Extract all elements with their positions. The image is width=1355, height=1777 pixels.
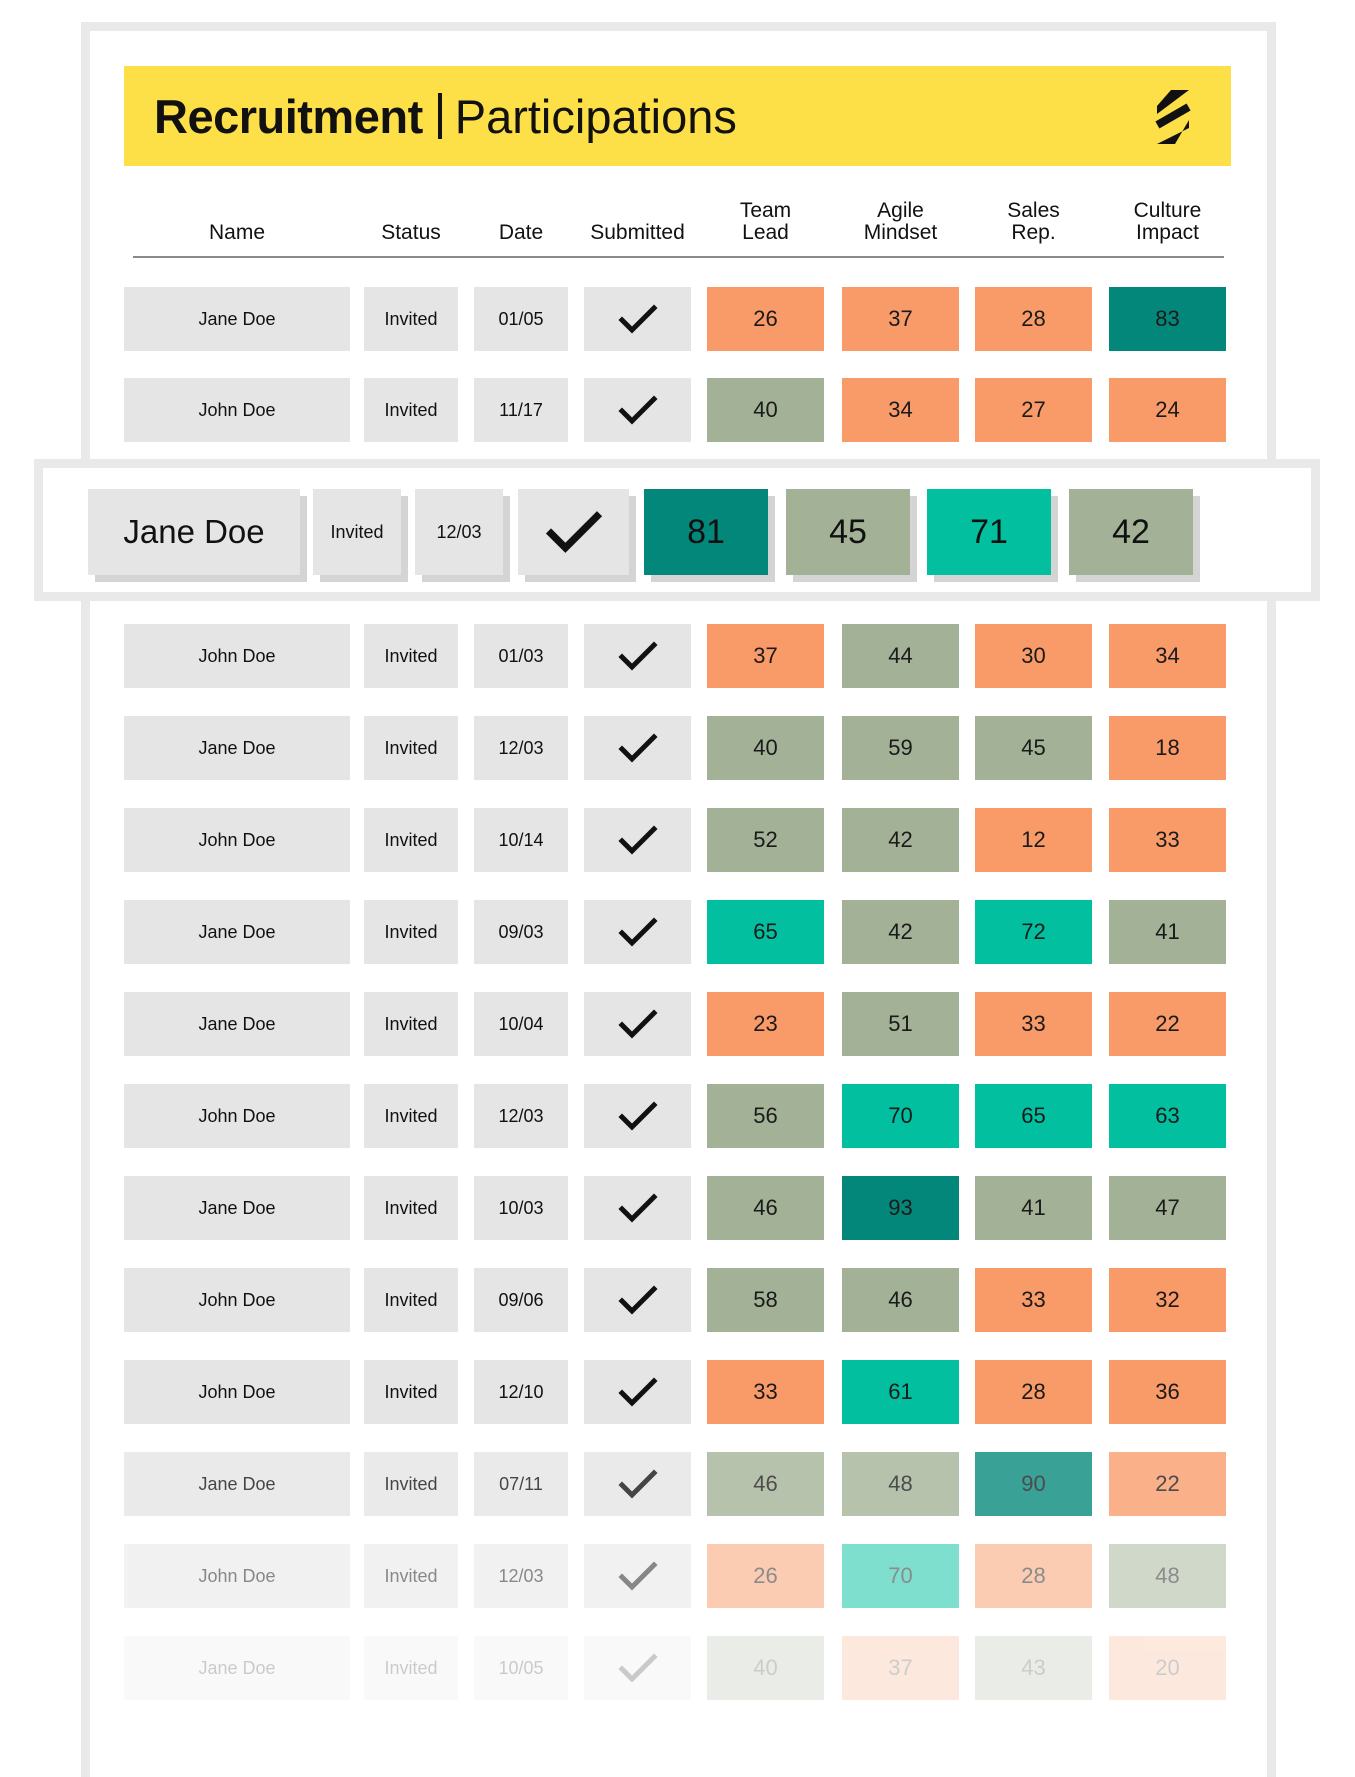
score-agile-mindset: 61 xyxy=(842,1360,959,1424)
check-icon xyxy=(618,640,658,672)
score-agile-mindset: 42 xyxy=(842,808,959,872)
cell-name: Jane Doe xyxy=(124,1176,350,1240)
score-team-lead: 40 xyxy=(707,716,824,780)
score-agile-mindset: 70 xyxy=(842,1544,959,1608)
report-header xyxy=(124,66,1231,166)
score-agile-mindset: 44 xyxy=(842,624,959,688)
score-team-lead: 23 xyxy=(707,992,824,1056)
check-icon xyxy=(618,394,658,426)
cell-name: John Doe xyxy=(124,1544,350,1608)
cell-status: Invited xyxy=(364,378,458,442)
score-sales-rep: 33 xyxy=(975,992,1092,1056)
score-team-lead: 37 xyxy=(707,624,824,688)
table-row[interactable] xyxy=(124,624,1231,688)
score-culture-impact: 48 xyxy=(1109,1544,1226,1608)
cell-name: Jane Doe xyxy=(124,1452,350,1516)
table-row[interactable] xyxy=(124,1544,1231,1608)
cell-name: Jane Doe xyxy=(124,900,350,964)
cell-date: 11/17 xyxy=(474,378,568,442)
score-team-lead: 46 xyxy=(707,1452,824,1516)
cell-name: John Doe xyxy=(124,378,350,442)
score-team-lead: 40 xyxy=(707,1636,824,1700)
cell-name: John Doe xyxy=(124,624,350,688)
cell-date: 07/11 xyxy=(474,1452,568,1516)
highlight-score-sales-rep: 71 xyxy=(927,489,1051,575)
score-culture-impact: 32 xyxy=(1109,1268,1226,1332)
score-culture-impact: 22 xyxy=(1109,992,1226,1056)
score-team-lead: 58 xyxy=(707,1268,824,1332)
column-header-date: Date xyxy=(498,221,544,244)
score-team-lead: 26 xyxy=(707,1544,824,1608)
cell-submitted xyxy=(584,287,691,351)
highlight-score-culture-impact: 42 xyxy=(1069,489,1193,575)
cell-status: Invited xyxy=(364,287,458,351)
cell-name: John Doe xyxy=(124,1084,350,1148)
cell-status: Invited xyxy=(364,1452,458,1516)
score-agile-mindset: 70 xyxy=(842,1084,959,1148)
table-row[interactable] xyxy=(124,1084,1231,1148)
cell-submitted xyxy=(584,1084,691,1148)
cell-name: Jane Doe xyxy=(124,716,350,780)
table-row[interactable] xyxy=(124,1268,1231,1332)
score-team-lead: 40 xyxy=(707,378,824,442)
score-agile-mindset: 48 xyxy=(842,1452,959,1516)
cell-status: Invited xyxy=(364,1176,458,1240)
cell-date: 10/14 xyxy=(474,808,568,872)
cell-name: John Doe xyxy=(124,1268,350,1332)
score-sales-rep: 45 xyxy=(975,716,1092,780)
table-row[interactable] xyxy=(124,378,1231,442)
cell-submitted xyxy=(584,1544,691,1608)
score-sales-rep: 27 xyxy=(975,378,1092,442)
brand-logo-icon xyxy=(1149,88,1197,146)
score-agile-mindset: 42 xyxy=(842,900,959,964)
check-icon xyxy=(618,1284,658,1316)
table-row[interactable] xyxy=(124,992,1231,1056)
column-header-agile-mindset: Agile Mindset xyxy=(863,199,938,244)
table-row[interactable] xyxy=(124,1636,1231,1700)
score-team-lead: 52 xyxy=(707,808,824,872)
check-icon xyxy=(618,1192,658,1224)
highlight-cell-date: 12/03 xyxy=(415,489,503,575)
cell-status: Invited xyxy=(364,1268,458,1332)
score-culture-impact: 83 xyxy=(1109,287,1226,351)
score-team-lead: 46 xyxy=(707,1176,824,1240)
cell-status: Invited xyxy=(364,992,458,1056)
table-row[interactable] xyxy=(124,716,1231,780)
cell-submitted xyxy=(584,1176,691,1240)
check-icon xyxy=(618,1100,658,1132)
cell-date: 09/06 xyxy=(474,1268,568,1332)
check-icon xyxy=(618,1652,658,1684)
cell-date: 12/03 xyxy=(474,1544,568,1608)
column-header-name: Name xyxy=(208,221,266,244)
score-agile-mindset: 59 xyxy=(842,716,959,780)
score-sales-rep: 65 xyxy=(975,1084,1092,1148)
score-culture-impact: 47 xyxy=(1109,1176,1226,1240)
check-icon xyxy=(618,916,658,948)
highlight-cell-submitted xyxy=(518,489,629,575)
page-title-strong: Recruitment xyxy=(154,89,423,143)
score-agile-mindset: 46 xyxy=(842,1268,959,1332)
cell-status: Invited xyxy=(364,624,458,688)
score-team-lead: 33 xyxy=(707,1360,824,1424)
cell-submitted xyxy=(584,624,691,688)
column-header-status: Status xyxy=(381,221,441,244)
cell-name: John Doe xyxy=(124,808,350,872)
cell-date: 01/03 xyxy=(474,624,568,688)
cell-submitted xyxy=(584,716,691,780)
cell-status: Invited xyxy=(364,1544,458,1608)
cell-date: 12/10 xyxy=(474,1360,568,1424)
cell-date: 10/03 xyxy=(474,1176,568,1240)
cell-submitted xyxy=(584,1636,691,1700)
check-icon xyxy=(618,1468,658,1500)
cell-date: 01/05 xyxy=(474,287,568,351)
check-icon xyxy=(618,824,658,856)
highlight-cell-name: Jane Doe xyxy=(88,489,300,575)
column-header-team-lead: Team Lead xyxy=(739,199,792,244)
score-agile-mindset: 37 xyxy=(842,1636,959,1700)
cell-date: 09/03 xyxy=(474,900,568,964)
cell-date: 10/05 xyxy=(474,1636,568,1700)
highlight-cell-status: Invited xyxy=(313,489,401,575)
score-sales-rep: 28 xyxy=(975,1360,1092,1424)
cell-status: Invited xyxy=(364,1636,458,1700)
cell-date: 10/04 xyxy=(474,992,568,1056)
cell-submitted xyxy=(584,1360,691,1424)
score-team-lead: 26 xyxy=(707,287,824,351)
table-row[interactable] xyxy=(124,808,1231,872)
cell-submitted xyxy=(584,992,691,1056)
table-row[interactable] xyxy=(124,287,1231,351)
cell-status: Invited xyxy=(364,900,458,964)
score-culture-impact: 63 xyxy=(1109,1084,1226,1148)
check-icon xyxy=(618,303,658,335)
score-culture-impact: 33 xyxy=(1109,808,1226,872)
table-row[interactable] xyxy=(124,900,1231,964)
score-agile-mindset: 93 xyxy=(842,1176,959,1240)
cell-status: Invited xyxy=(364,808,458,872)
highlight-score-team-lead: 81 xyxy=(644,489,768,575)
score-culture-impact: 24 xyxy=(1109,378,1226,442)
cell-submitted xyxy=(584,378,691,442)
score-sales-rep: 43 xyxy=(975,1636,1092,1700)
score-team-lead: 56 xyxy=(707,1084,824,1148)
score-culture-impact: 20 xyxy=(1109,1636,1226,1700)
check-icon xyxy=(618,732,658,764)
cell-name: Jane Doe xyxy=(124,1636,350,1700)
cell-name: Jane Doe xyxy=(124,287,350,351)
column-header-submitted: Submitted xyxy=(590,221,685,244)
cell-name: Jane Doe xyxy=(124,992,350,1056)
score-culture-impact: 22 xyxy=(1109,1452,1226,1516)
score-culture-impact: 41 xyxy=(1109,900,1226,964)
column-header-culture-impact: Culture Impact xyxy=(1133,199,1202,244)
cell-name: John Doe xyxy=(124,1360,350,1424)
score-culture-impact: 34 xyxy=(1109,624,1226,688)
title-divider xyxy=(438,93,442,139)
check-icon xyxy=(618,1008,658,1040)
cell-date: 12/03 xyxy=(474,1084,568,1148)
check-icon xyxy=(618,1560,658,1592)
score-sales-rep: 41 xyxy=(975,1176,1092,1240)
score-sales-rep: 12 xyxy=(975,808,1092,872)
header-rule xyxy=(133,256,1224,258)
score-sales-rep: 28 xyxy=(975,287,1092,351)
score-culture-impact: 36 xyxy=(1109,1360,1226,1424)
highlight-score-agile-mindset: 45 xyxy=(786,489,910,575)
score-sales-rep: 30 xyxy=(975,624,1092,688)
table-row[interactable] xyxy=(124,1360,1231,1424)
cell-status: Invited xyxy=(364,1360,458,1424)
check-icon xyxy=(618,1376,658,1408)
score-culture-impact: 18 xyxy=(1109,716,1226,780)
cell-submitted xyxy=(584,900,691,964)
cell-date: 12/03 xyxy=(474,716,568,780)
highlighted-row[interactable] xyxy=(34,459,1320,601)
page-title-light: Participations xyxy=(454,89,737,143)
cell-submitted xyxy=(584,808,691,872)
score-agile-mindset: 37 xyxy=(842,287,959,351)
cell-submitted xyxy=(584,1268,691,1332)
cell-status: Invited xyxy=(364,716,458,780)
cell-status: Invited xyxy=(364,1084,458,1148)
score-agile-mindset: 34 xyxy=(842,378,959,442)
score-team-lead: 65 xyxy=(707,900,824,964)
table-row[interactable] xyxy=(124,1452,1231,1516)
table-header xyxy=(124,190,1231,258)
score-agile-mindset: 51 xyxy=(842,992,959,1056)
score-sales-rep: 72 xyxy=(975,900,1092,964)
score-sales-rep: 33 xyxy=(975,1268,1092,1332)
cell-submitted xyxy=(584,1452,691,1516)
check-icon xyxy=(545,509,603,555)
score-sales-rep: 90 xyxy=(975,1452,1092,1516)
table-row[interactable] xyxy=(124,1176,1231,1240)
column-header-sales-rep: Sales Rep. xyxy=(1007,199,1060,244)
score-sales-rep: 28 xyxy=(975,1544,1092,1608)
